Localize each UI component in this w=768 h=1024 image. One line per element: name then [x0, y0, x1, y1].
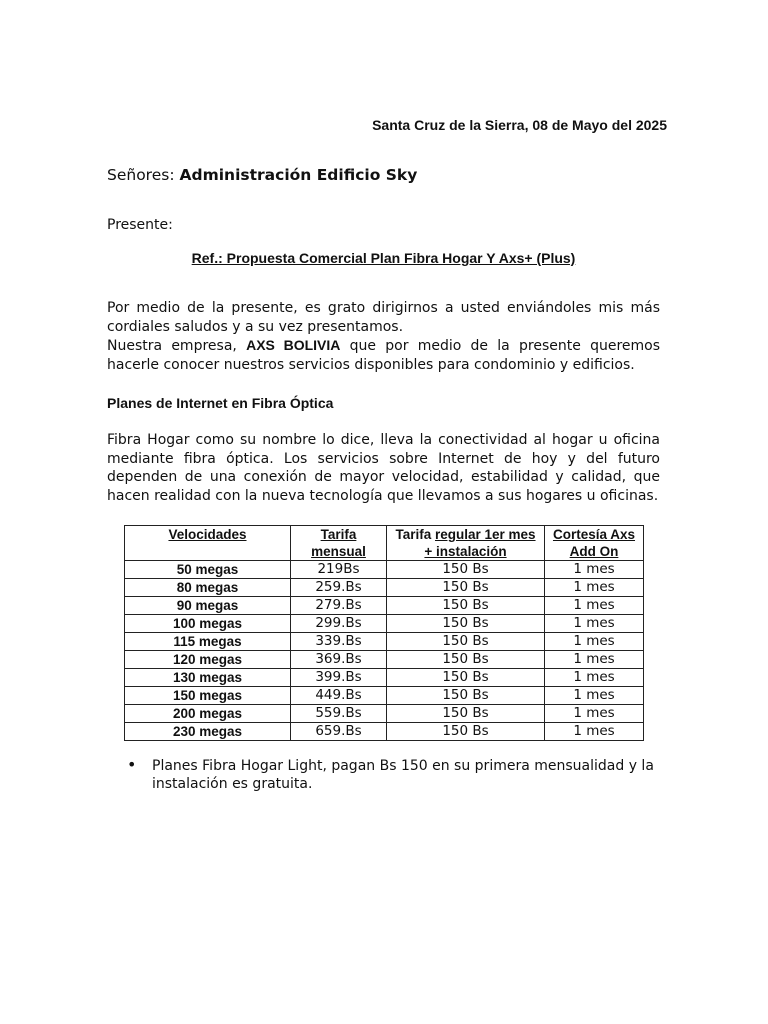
letter-date: Santa Cruz de la Sierra, 08 de Mayo del 2025: [372, 117, 667, 133]
cell-courtesy: 1 mes: [545, 669, 644, 687]
header-tarifa-mensual: Tarifa mensual: [291, 526, 387, 561]
intro-text: Por medio de la presente, es grato dirigirnos a usted enviándoles mis más cordiales saludos y a su vez presentamos.: [107, 300, 660, 335]
header-velocidades: Velocidades: [125, 526, 291, 561]
company-intro-b: que por medio de la presente queremos hacerle conocer nuestros servicios disponibles para condominio y edificios.: [107, 338, 661, 373]
cell-monthly: 449.Bs: [291, 687, 387, 705]
cell-regular: 150 Bs: [387, 723, 545, 741]
cell-courtesy: 1 mes: [545, 615, 644, 633]
cell-regular: 150 Bs: [387, 669, 545, 687]
cell-speed: 90 megas: [125, 597, 291, 615]
cell-speed: 200 megas: [125, 705, 291, 723]
table-row: [125, 687, 644, 705]
plans-table: [124, 525, 644, 741]
cell-courtesy: 1 mes: [545, 597, 644, 615]
table-row: [125, 579, 644, 597]
cell-monthly: 399.Bs: [291, 669, 387, 687]
company-intro-a: Nuestra empresa,: [107, 338, 237, 355]
bullet-text: Planes Fibra Hogar Light, pagan Bs 150 en su primera mensualidad y la instalación es gratuita.: [152, 758, 654, 792]
cell-regular: 150 Bs: [387, 579, 545, 597]
addressee-name: Administración Edificio Sky: [179, 166, 418, 184]
cell-speed: 50 megas: [125, 561, 291, 579]
cell-courtesy: 1 mes: [545, 561, 644, 579]
table-row: [125, 633, 644, 651]
cell-regular: 150 Bs: [387, 615, 545, 633]
cell-regular: 150 Bs: [387, 651, 545, 669]
cell-courtesy: 1 mes: [545, 579, 644, 597]
cell-speed: 120 megas: [125, 651, 291, 669]
cell-courtesy: 1 mes: [545, 687, 644, 705]
table-row: [125, 561, 644, 579]
cell-speed: 130 megas: [125, 669, 291, 687]
addressee-line: [107, 166, 417, 184]
cell-monthly: 659.Bs: [291, 723, 387, 741]
table-row: [125, 615, 644, 633]
table-row: [125, 669, 644, 687]
reference-line: Ref.: Propuesta Comercial Plan Fibra Hogar Y Axs+ (Plus): [191, 250, 576, 266]
cell-speed: 100 megas: [125, 615, 291, 633]
table-header-row: [125, 526, 644, 561]
header-tarifa-regular: Tarifa regular 1er mes + instalación: [387, 526, 545, 561]
bullet-dot-icon: •: [127, 755, 137, 774]
table-row: [125, 597, 644, 615]
cell-speed: 230 megas: [125, 723, 291, 741]
header-cortesia: Cortesía Axs Add On: [545, 526, 644, 561]
cell-regular: 150 Bs: [387, 705, 545, 723]
table-row: [125, 651, 644, 669]
presente-label: Presente:: [107, 217, 173, 233]
table-row: [125, 723, 644, 741]
cell-monthly: 259.Bs: [291, 579, 387, 597]
cell-courtesy: 1 mes: [545, 723, 644, 741]
cell-speed: 150 megas: [125, 687, 291, 705]
cell-monthly: 369.Bs: [291, 651, 387, 669]
cell-courtesy: 1 mes: [545, 705, 644, 723]
cell-regular: 150 Bs: [387, 597, 545, 615]
cell-regular: 150 Bs: [387, 561, 545, 579]
cell-regular: 150 Bs: [387, 687, 545, 705]
cell-regular: 150 Bs: [387, 633, 545, 651]
company-name: AXS BOLIVIA: [246, 337, 341, 354]
cell-monthly: 559.Bs: [291, 705, 387, 723]
salutation-prefix: Señores:: [107, 166, 175, 184]
cell-speed: 115 megas: [125, 633, 291, 651]
cell-monthly: 279.Bs: [291, 597, 387, 615]
cell-monthly: 299.Bs: [291, 615, 387, 633]
section-title: Planes de Internet en Fibra Óptica: [107, 395, 334, 411]
intro-paragraph: [107, 299, 660, 374]
cell-courtesy: 1 mes: [545, 651, 644, 669]
bullet-item: [127, 757, 667, 793]
cell-courtesy: 1 mes: [545, 633, 644, 651]
fibra-hogar-paragraph: Fibra Hogar como su nombre lo dice, lleva la conectividad al hogar u oficina mediante fibra óptica. Los servicios sobre Internet de hoy y del futuro dependen de una conexión de mayor velocidad, estabilidad y calidad, que hacen realidad con la nueva tecnología que llevamos a sus hogares u oficinas.: [107, 432, 660, 504]
cell-monthly: 219Bs: [291, 561, 387, 579]
cell-speed: 80 megas: [125, 579, 291, 597]
cell-monthly: 339.Bs: [291, 633, 387, 651]
table-row: [125, 705, 644, 723]
